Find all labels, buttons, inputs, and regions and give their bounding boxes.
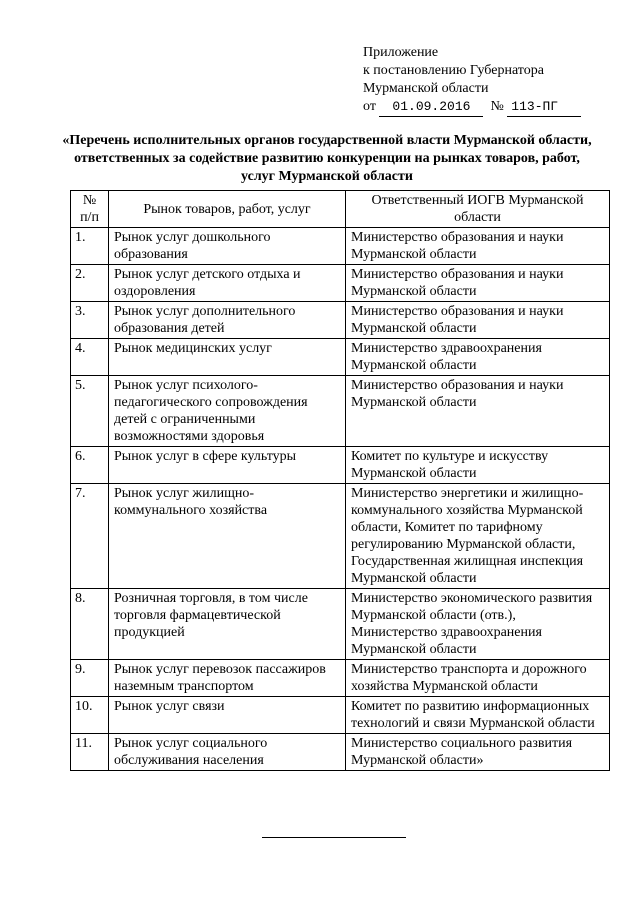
table-body (71, 228, 610, 771)
row-number: 3. (71, 302, 109, 339)
row-responsible: Министерство социального развития Мурманской области» (346, 734, 610, 771)
row-market: Рынок услуг в сфере культуры (109, 447, 346, 484)
table-row (71, 660, 610, 697)
row-number: 6. (71, 447, 109, 484)
row-market: Рынок услуг социального обслуживания населения (109, 734, 346, 771)
row-market: Рынок услуг жилищно-коммунального хозяйства (109, 484, 346, 589)
row-responsible: Министерство образования и науки Мурманской области (346, 376, 610, 447)
row-responsible: Министерство образования и науки Мурманской области (346, 302, 610, 339)
row-number: 5. (71, 376, 109, 447)
row-market: Рынок услуг детского отдыха и оздоровления (109, 265, 346, 302)
row-market: Рынок услуг перевозок пассажиров наземным транспортом (109, 660, 346, 697)
number-prefix: № (490, 99, 504, 114)
table-row (71, 228, 610, 265)
footer-divider (262, 837, 406, 838)
row-number: 9. (71, 660, 109, 697)
table-row (71, 734, 610, 771)
row-market: Рынок услуг связи (109, 697, 346, 734)
row-responsible: Министерство энергетики и жилищно-коммунального хозяйства Мурманской области, Комитет по тарифному регулированию Мурманской области, Государственная жилищная инспекция Мурманской области (346, 484, 610, 589)
row-number: 7. (71, 484, 109, 589)
table-row (71, 302, 610, 339)
row-responsible: Комитет по развитию информационных технологий и связи Мурманской области (346, 697, 610, 734)
decree-date: 01.09.2016 (379, 98, 483, 117)
header-decree-ref: к постановлению Губернатора (363, 63, 544, 78)
document-title: «Перечень исполнительных органов государственной власти Мурманской области, ответственных за содействие развитию конкуренции на рынках товаров, работ, услуг Мурманской области (62, 133, 592, 184)
header-appendix: Приложение (363, 45, 439, 60)
table-row (71, 339, 610, 376)
row-responsible: Комитет по культуре и искусству Мурманской области (346, 447, 610, 484)
header-dateline (363, 98, 581, 117)
table-row (71, 376, 610, 447)
row-number: 1. (71, 228, 109, 265)
agencies-table (70, 190, 610, 771)
table-header-row (71, 191, 610, 228)
row-number: 11. (71, 734, 109, 771)
row-responsible: Министерство экономического развития Мурманской области (отв.), Министерство здравоохранения Мурманской области (346, 589, 610, 660)
row-number: 8. (71, 589, 109, 660)
header-num: № п/п (71, 191, 109, 228)
header-region: Мурманской области (363, 81, 489, 96)
row-market: Рынок услуг дополнительного образования детей (109, 302, 346, 339)
row-responsible: Министерство транспорта и дорожного хозяйства Мурманской области (346, 660, 610, 697)
row-market: Рынок услуг дошкольного образования (109, 228, 346, 265)
header-responsible: Ответственный ИОГВ Мурманской области (346, 191, 610, 228)
table-row (71, 697, 610, 734)
decree-number: 113-ПГ (507, 98, 581, 117)
table-row (71, 265, 610, 302)
row-market: Рынок медицинских услуг (109, 339, 346, 376)
row-number: 4. (71, 339, 109, 376)
row-responsible: Министерство образования и науки Мурманской области (346, 265, 610, 302)
row-responsible: Министерство образования и науки Мурманской области (346, 228, 610, 265)
row-responsible: Министерство здравоохранения Мурманской области (346, 339, 610, 376)
row-market: Рынок услуг психолого-педагогического сопровождения детей с ограниченными возможностями здоровья (109, 376, 346, 447)
row-number: 2. (71, 265, 109, 302)
row-market: Розничная торговля, в том числе торговля фармацевтической продукцией (109, 589, 346, 660)
table-row (71, 484, 610, 589)
table-row (71, 589, 610, 660)
row-number: 10. (71, 697, 109, 734)
date-prefix: от (363, 99, 376, 114)
table-row (71, 447, 610, 484)
document-header (363, 44, 581, 117)
header-market: Рынок товаров, работ, услуг (109, 191, 346, 228)
